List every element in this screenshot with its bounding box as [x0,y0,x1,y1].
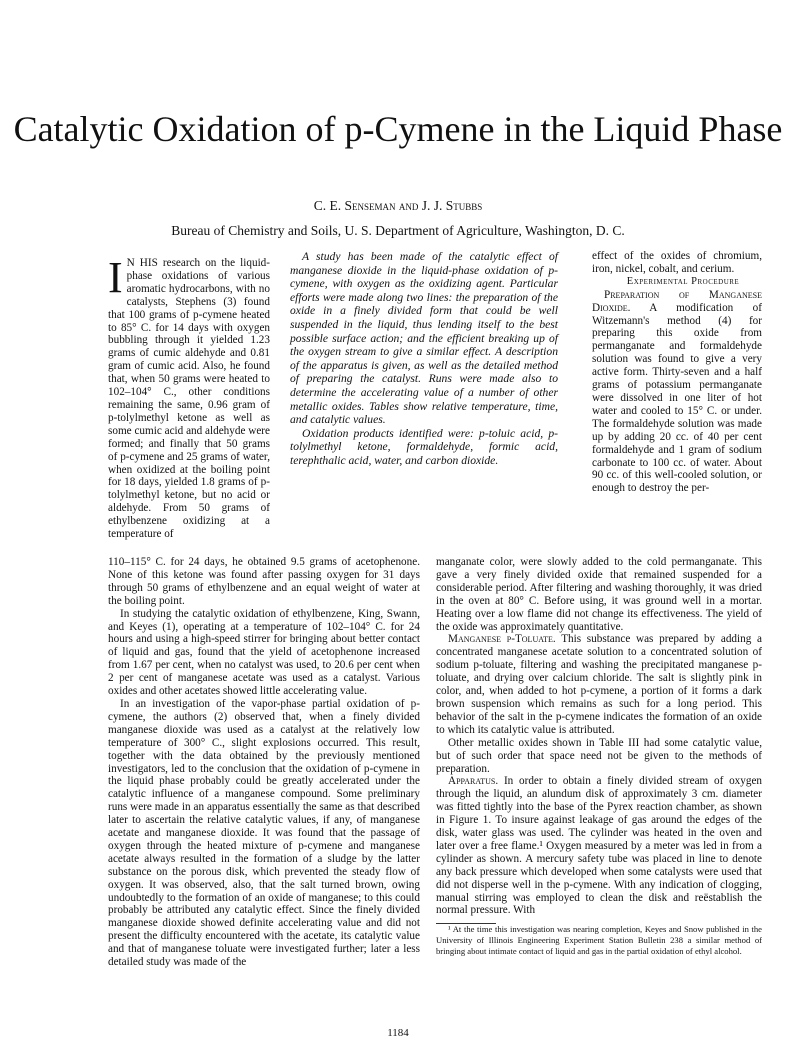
abstract-paragraph-1: A study has been made of the catalytic effect of manganese dioxide in the liquid-phase oxidation of p-cymene, with oxygen as the oxidizing agent. Particular efforts were made along two lines: the preparation of the oxide in a finely divided form that could be well suspended in the liquid, thus lending itself to the best possible surface action; and the efficient breaking up of the oxygen stream to give a similar effect. A description of the apparatus is given, as well as the detailed method of preparing the catalyst. Runs were made also to determine the accelerating value of a number of other metallic oxides. Tables show relative temperature, time, and catalytic values. [290,250,558,427]
col3-text: A modification of Witzemann's method (4) for preparing this oxide from permanganate and formaldehyde solution was found to give a very active form. Thirty-seven and a half grams of potassium permanganate were dissolved in one liter of hot water and cooled to 15° C. or under. The formaldehyde solution was made up by adding 20 cc. of 40 per cent formaldehyde and 1 gram of sodium carbonate to 100 cc. of water. About 90 cc. of this well-cooled solution, or enough to destroy the per- [592,301,762,495]
col3-paragraph-2 [592,289,762,496]
right-top-column [592,250,762,495]
right-paragraph-3: Other metallic oxides shown in Table III had some catalytic value, but of such order that space need not be given to the methods of preparation. [436,736,762,775]
right-text-4: In order to obtain a finely divided stream of oxygen through the liquid, an alundum disk of approximately 3 cm. diameter was fitted tightly into the base of the Pyrex reaction chamber, as shown in Figure 1. To insure against leakage of gas around the edges of the disk, water glass was used. The cylinder was heated in the oven and later over a free flame.¹ Oxygen measured by a meter was led in from a cylinder as shown. A mercury safety tube was placed in line to denote any back pressure which developed when some catalysts were used that did not disperse well in the p-cymene. With any indication of clogging, manual stirring was employed to clean the disk and reëstablish the normal pressure. With [436,775,763,917]
right-paragraph-1: manganate color, were slowly added to the cold permanganate. This gave a very finely divided oxide that remained suspended for a considerable period. After filtering and washing thoroughly, it was dried in the oven at 80° C. Before using, it was ground well in a mortar. Heating over a low flame did not change its effectiveness. The yield of the oxide was approximately quantitative. [436,556,762,633]
subheading-prep: Preparation of Manganese Dioxide. [592,288,762,314]
intro-text: N HIS research on the liquid-phase oxidations of various aromatic hydrocarbons, with no catalysts, Stephens (3) found that 100 grams of p-cymene heated to 85° C. for 14 days with oxygen bubbling through it yielded 1.23 grams of cumic aldehyde and 0.81 gram of cumic acid. Also, he found that, when 50 grams were heated to 102–104° C., other conditions remaining the same, 0.96 gram of p-tolylmethyl ketone as well as some cumic acid and aldehyde were formed; and finally that 50 grams of p-cymene and 25 grams of water, when oxidized at the boiling point for 18 days, yielded 1.8 grams of p-tolylmethyl ketone, but no acid or aldehyde. From 50 grams of ethylbenzene oxidizing at a temperature of [108,257,270,541]
authors: C. E. Senseman and J. J. Stubbs [313,198,483,213]
subheading-apparatus: Apparatus. [448,775,499,788]
intro-paragraph [108,253,270,541]
right-bottom-column [436,556,762,956]
affiliation: Bureau of Chemistry and Soils, U. S. Department of Agriculture, Washington, D. C. [171,223,625,238]
section-heading-experimental: Experimental Procedure [626,275,740,287]
subheading-toluate: Manganese p-Toluate. [448,633,556,646]
left-bottom-column [108,556,420,969]
right-paragraph-2 [436,633,762,736]
abstract-paragraph-2: Oxidation products identified were: p-toluic acid, p-tolylmethyl ketone, formaldehyde, formic acid, terephthalic acid, water, and carbon dioxide. [290,426,558,467]
right-paragraph-4 [436,775,762,917]
left-paragraph-2: In studying the catalytic oxidation of ethylbenzene, King, Swann, and Keyes (1), operating at a temperature of 102–104° C. for 24 hours and using a high-speed stirrer for bringing about better contact of liquid and gas, found that the yield of acetophenone increased from 1.67 per cent, when no catalyst was used, to 20.6 per cent when 2 per cent of manganese acetate was used as a catalyst. Various oxides and other acetates showed little accelerating value. [108,607,420,698]
drop-cap: I [108,253,123,302]
intro-column [108,253,270,541]
abstract-column [290,250,558,468]
right-text-2: This substance was prepared by adding a concentrated manganese acetate solution to a concentrated solution of sodium p-toluate, filtering and washing the precipitated manganese p-toluate, and drying over calcium chloride. The salt is slightly pink in color, and, when added to hot p-cymene, a portion of it forms a dark brown suspension which remains as such for a long period. This behavior of the salt in the p-cymene indicates the formation of an oxide to which its catalytic value is attributed. [436,633,762,736]
footnote: ¹ At the time this investigation was nearing completion, Keyes and Snow published in the University of Illinois Engineering Experiment Station Bulletin 238 a similar method of bringing about intimate contact of liquid and gas in the partial oxidation of ethyl alcohol. [436,924,762,956]
left-paragraph-1: 110–115° C. for 24 days, he obtained 9.5 grams of acetophenone. None of this ketone was found after passing oxygen for 31 days through 50 grams of ethylbenzene and an equal weight of water at the boiling point. [108,556,420,607]
col3-paragraph-1: effect of the oxides of chromium, iron, nickel, cobalt, and cerium. [592,250,762,275]
left-paragraph-3: In an investigation of the vapor-phase partial oxidation of p-cymene, the authors (2) observed that, when a finely divided manganese dioxide was used as a catalyst at the relatively low temperature of 300° C., slight explosions occurred. This result, together with the data obtained by the previously mentioned investigators, led to the conclusion that the oxidation of p-cymene in the liquid phase probably could be greatly accelerated under the catalytic influence of a manganese compound. Some preliminary runs were made in an apparatus essentially the same as that described later to ascertain the relative catalytic values, if any, of manganese acetate and manganese dioxide. It was found that the passage of oxygen through the heated mixture of p-cymene and manganese acetate always resulted in the formation of a sludge by the latter substance on the porous disk, which prevented the steady flow of oxygen. It was observed, also, that the salt turned brown, owing undoubtedly to the formation of an oxide of manganese; to this could probably be attributed any catalytic effect. Since the finely divided manganese dioxide showed definite accelerating value and did not present the difficulty encountered with the acetate, its catalytic value and that of manganese toluate were investigated further; later a less detailed study was made of the [108,697,420,969]
article-title: Catalytic Oxidation of p-Cymene in the Liquid Phase [13,109,783,149]
page-number: 1184 [387,1027,409,1039]
